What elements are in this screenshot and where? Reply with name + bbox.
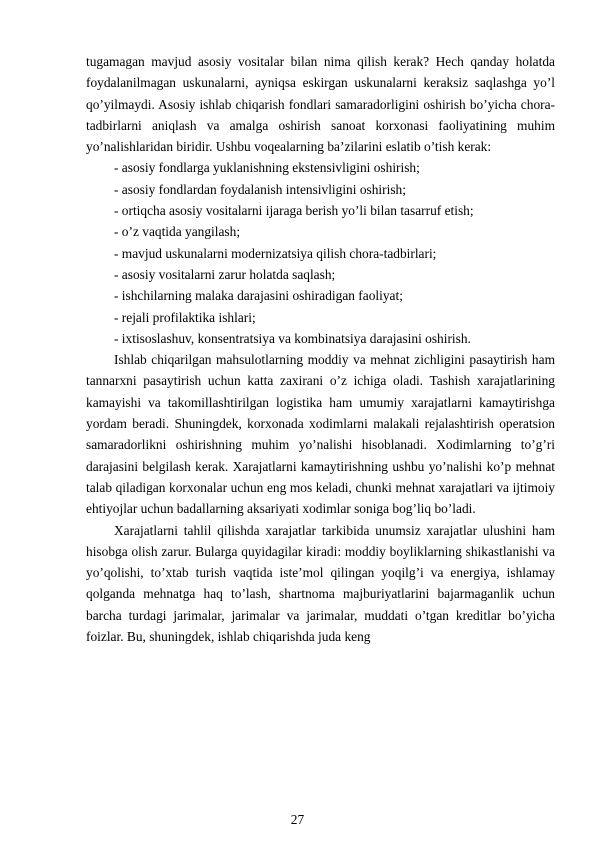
list-item: - asosiy fondlardan foydalanish intensivligini oshirish; [114,181,406,197]
list-item: - o’z vaqtida yangilash; [114,224,241,240]
list-item: - asosiy vositalarni zarur holatda saqlash; [114,266,336,282]
paragraph-continuation: tugamagan mavjud asosiy vositalar bilan nima qilish kerak? Hech qanday holatda foydalanilmagan uskunalarni, ayniqsa eskirgan uskunalarni keraksiz saqlashga yo’l qo’yilmaydi. Asosiy ishlab chiqarish fondlari samaradorligini oshirish bo’yicha chora-tadbirlarni aniqlash va amalga oshirish sanoat korxonasi faoliyatining muhim yo’nalishlaridan biridir. Ushbu voqealarning ba’zilarini eslatib o’tish kerak: [86,54,555,155]
measures-list [86,157,555,349]
list-item: - asosiy fondlarga yuklanishning ekstensivligini oshirish; [114,160,420,176]
paragraph-cost-analysis: Xarajatlarni tahlil qilishda xarajatlar tarkibida unumsiz xarajatlar ulushini ham hisobga olish zarur. Bularga quyidagilar kiradi: moddiy boyliklarning shikastlanishi va yo’qolishi, to’xtab turish vaqtida iste’mol qilingan yoqilg’i va energiya, ishlamay qolganda mehnatga haq to’lash, shartnoma majburiyatlarini bajarmaganlik uchun barcha turdagi jarimalar, jarimalar va jarimalar, muddati o’tgan kreditlar bo’yicha foizlar. Bu, shuningdek, ishlab chiqarishda juda keng [86,522,555,645]
list-item: - ixtisoslashuv, konsentratsiya va kombinatsiya darajasini oshirish. [114,330,471,346]
list-item: - ortiqcha asosiy vositalarni ijaraga berish yo’li bilan tasarruf etish; [114,203,474,219]
page-number: 27 [290,812,305,827]
list-item: - ishchilarning malaka darajasini oshiradigan faoliyat; [114,288,403,304]
document-page [86,51,555,647]
paragraph-cost-reduction: Ishlab chiqarilgan mahsulotlarning moddiy va mehnat zichligini pasaytirish ham tannarxni pasaytirish uchun katta zaxirani o’z ichiga oladi. Tashish xarajatlarining kamayishi va takomillashtirilgan logistika ham umumiy xarajatlarni kamaytirishga yordam beradi. Shuningdek, korxonada xodimlarni malakali rejalashtirish operatsion samaradorlikni oshirishning muhim yo’nalishi hisoblanadi. Xodimlarning to’g’ri darajasini belgilash kerak. Xarajatlarni kamaytirishning ushbu yo’nalishi ko’p mehnat talab qiladigan korxonalar uchun eng mos keladi, chunki mehnat xarajatlari va ijtimoiy ehtiyojlar uchun badallarning aksariyati xodimlar soniga bog’liq bo’ladi. [86,352,555,517]
list-item: - mavjud uskunalarni modernizatsiya qilish chora-tadbirlari; [114,245,437,261]
list-item: - rejali profilaktika ishlari; [114,309,256,325]
